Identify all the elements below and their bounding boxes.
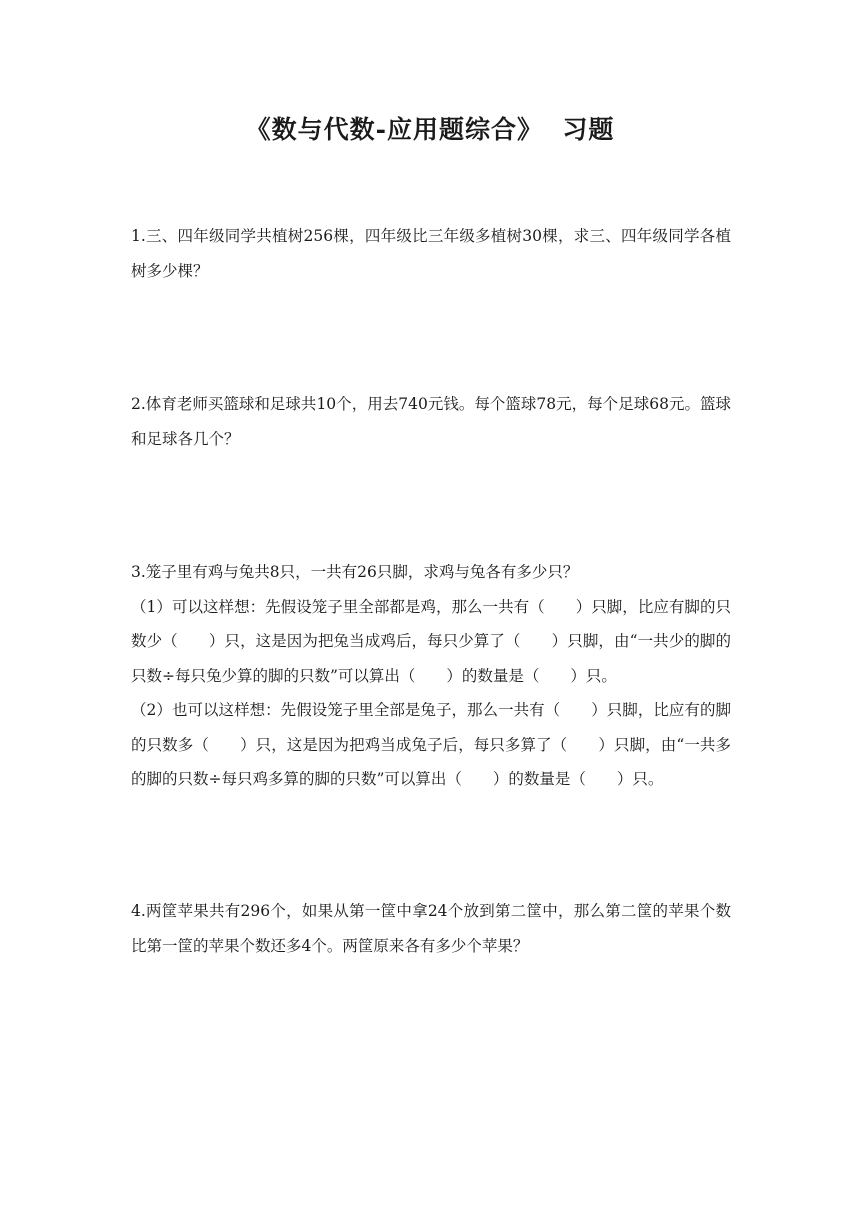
question-1-text: 1.三、四年级同学共植树256棵，四年级比三年级多植树30棵，求三、四年级同学各植树多少棵？ bbox=[131, 227, 731, 280]
question-3 bbox=[131, 555, 731, 797]
question-3-part-2: （2）也可以这样想：先假设笼子里全部是兔子，那么一共有（ ）只脚，比应有的脚的只数多（ ）只，这是因为把鸡当成兔子后，每只多算了（ ）只脚，由“一共多的脚的只数÷每只鸡多算的脚的只数”可以算出（ ）的数量是（ ）只。 bbox=[131, 701, 731, 788]
question-3-text: 3.笼子里有鸡与兔共8只，一共有26只脚，求鸡与兔各有多少只？ bbox=[131, 563, 579, 581]
question-4 bbox=[131, 894, 731, 963]
question-2 bbox=[131, 387, 731, 456]
question-4-text: 4.两筐苹果共有296个，如果从第一筐中拿24个放到第二筐中，那么第二筐的苹果个数比第一筐的苹果个数还多4个。两筐原来各有多少个苹果？ bbox=[131, 902, 731, 955]
page-title: 《数与代数-应用题综合》 习题 bbox=[245, 115, 615, 144]
question-2-text: 2.体育老师买篮球和足球共10个，用去740元钱。每个篮球78元，每个足球68元。篮球和足球各几个？ bbox=[131, 395, 731, 448]
question-3-part-1: （1）可以这样想：先假设笼子里全部都是鸡，那么一共有（ ）只脚，比应有脚的只数少（ ）只，这是因为把兔当成鸡后，每只少算了（ ）只脚，由“一共少的脚的只数÷每只兔少算的脚的只数”可以算出（ ）的数量是（ ）只。 bbox=[131, 597, 731, 685]
question-1 bbox=[131, 219, 731, 288]
